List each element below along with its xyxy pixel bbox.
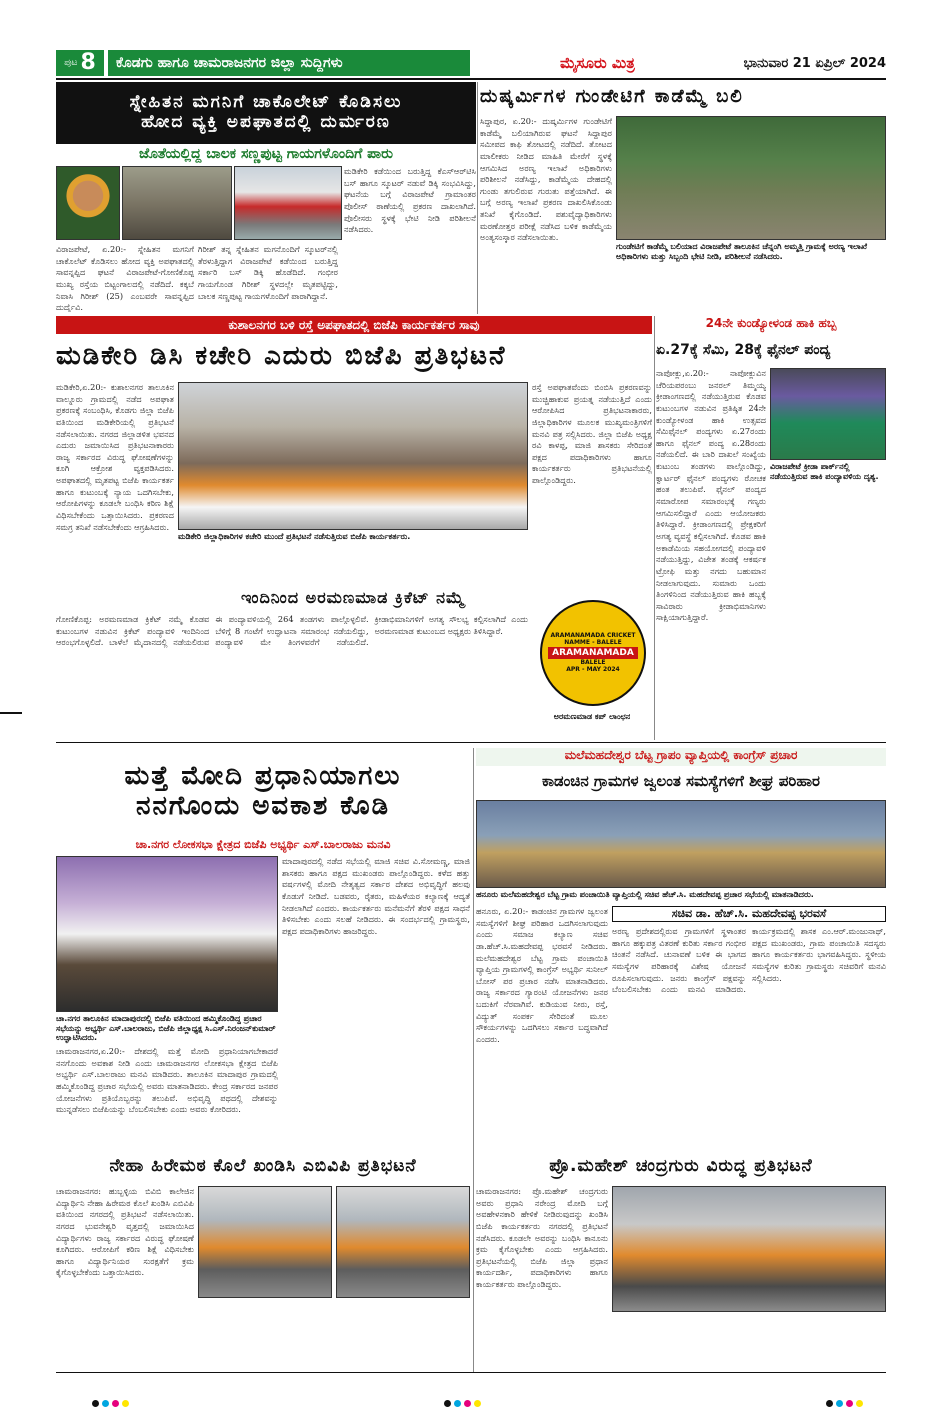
story6-headline xyxy=(56,748,470,836)
story7-headline: ಕಾಡಂಚಿನ ಗ್ರಾಮಗಳ ಜ್ವಲಂತ ಸಮಸ್ಯೆಗಳಿಗೆ ಶೀಘ್ರ ಪರಿಹಾರ xyxy=(542,772,820,791)
story6-body-col2: ಮಾದಾಪುರದಲ್ಲಿ ನಡೆದ ಸಭೆಯಲ್ಲಿ ಮಾಜಿ ಸಚಿವ ವಿ.ಸೋಮಣ್ಣ, ಮಾಜಿ ಶಾಸಕರು ಹಾಗೂ ಪಕ್ಷದ ಮುಖಂಡರು ಪಾಲ್ಗೊಂಡಿದ್ದರು. ಕಳೆದ ಹತ್ತು ವರ್ಷಗಳಲ್ಲಿ ಮೋದಿ ನೇತೃತ್ವದ ಸರ್ಕಾರ ದೇಶದ ಅಭಿವೃದ್ಧಿಗೆ ಹಲವು ಕೊಡುಗೆ ನೀಡಿದೆ. ಬಡವರು, ರೈತರು, ಮಹಿಳೆಯರ ಕಲ್ಯಾಣಕ್ಕೆ ಆದ್ಯತೆ ನೀಡಲಾಗಿದೆ ಎಂದರು. ಕಾರ್ಯಕರ್ತರು ಮನೆಮನೆಗೆ ತೆರಳಿ ಪಕ್ಷದ ಸಾಧನೆ ತಿಳಿಸಬೇಕು ಎಂದು ಸಲಹೆ ನೀಡಿದರು. ಈ ಸಂದರ್ಭದಲ್ಲಿ ಗ್ರಾಮಸ್ಥರು, ಪಕ್ಷದ ಪದಾಧಿಕಾರಿಗಳು ಹಾಜರಿದ್ದರು. xyxy=(282,856,470,936)
masthead-rule xyxy=(56,78,886,80)
bus-photo xyxy=(234,166,342,240)
story1-body-col1: ವಿರಾಜಪೇಟೆ, ಏ.20:- ಸ್ನೇಹಿತನ ಮಗನಿಗೆ ಚಾಕೊಲೆಟ್ ಕೊಡಿಸಲು ಹೋದ ವ್ಯಕ್ತಿ ಅಪಘಾತದಲ್ಲಿ ಸಾವನ್ನಪ್ಪಿದ ಘಟನೆ ವಿರಾಜಪೇಟೆ-ಗೋಣಿಕೊಪ್ಪ ಮುಖ್ಯ ರಸ್ತೆಯ ಬಿಟ್ಟಂಗಾಲದಲ್ಲಿ ನಡೆದಿದೆ. ಕಕ್ಕಬೆ ನಿವಾಸಿ ಗಿರೀಶ್ (25) ಎಂಬವರೇ ಸಾವನ್ನಪ್ಪಿದ ದುರ್ದೈವಿ. xyxy=(56,244,194,312)
column-rule xyxy=(654,316,655,740)
logo-ring-text: ARAMANAMADA CRICKET NAMME - BALELE xyxy=(550,632,636,646)
reg-mark-yellow xyxy=(856,1400,863,1407)
story5-headline: ಇಂದಿನಿಂದ ಅರಮಣಮಾಡ ಕ್ರಿಕೆಟ್ ನಮ್ಮೆ xyxy=(240,587,466,607)
reg-mark-magenta xyxy=(464,1400,471,1407)
story3-body-right: ರಸ್ತೆ ಅಪಘಾತವೆಂದು ಬಿಂಬಿಸಿ ಪ್ರಕರಣವನ್ನು ಮುಚ್ಚಿಹಾಕುವ ಪ್ರಯತ್ನ ನಡೆಯುತ್ತಿದೆ ಎಂದು ಆರೋಪಿಸಿದ ಪ್ರತಿಭಟನಾಕಾರರು, ಜಿಲ್ಲಾಧಿಕಾರಿಗಳ ಮೂಲಕ ಮುಖ್ಯಮಂತ್ರಿಗಳಿಗೆ ಮನವಿ ಪತ್ರ ಸಲ್ಲಿಸಿದರು. ಜಿಲ್ಲಾ ಬಿಜೆಪಿ ಅಧ್ಯಕ್ಷ ರವಿ ಕಾಳಪ್ಪ, ಮಾಜಿ ಶಾಸಕರು ಸೇರಿದಂತೆ ಪಕ್ಷದ ಪದಾಧಿಕಾರಿಗಳು ಹಾಗೂ ಕಾರ್ಯಕರ್ತರು ಪ್ರತಿಭಟನೆಯಲ್ಲಿ ಪಾಲ್ಗೊಂಡಿದ್ದರು. xyxy=(532,382,652,486)
story3-headline: ಮಡಿಕೇರಿ ಡಿಸಿ ಕಚೇರಿ ಎದುರು ಬಿಜೆಪಿ ಪ್ರತಿಭಟನೆ xyxy=(56,341,507,372)
story1-headline-line2: ಹೋದ ವ್ಯಕ್ತಿ ಅಪಘಾತದಲ್ಲಿ ದುರ್ಮರಣ xyxy=(141,112,391,132)
story4-kicker: 24ನೇ ಕುಂಡ್ಯೋಳಂಡ ಹಾಕಿ ಹಬ್ಬ xyxy=(705,316,837,330)
story1-headline xyxy=(56,82,476,144)
story6-subhead: ಚಾ.ನಗರ ಲೋಕಸಭಾ ಕ್ಷೇತ್ರದ ಬಿಜೆಪಿ ಅಭ್ಯರ್ಥಿ ಎಸ್.ಬಾಲರಾಜು ಮನವಿ xyxy=(135,838,391,851)
story1-subhead: ಜೊತೆಯಲ್ಲಿದ್ದ ಬಾಲಕ ಸಣ್ಣಪುಟ್ಟ ಗಾಯಗಳೊಂದಿಗೆ ಪಾರು xyxy=(139,146,393,162)
story6-caption: ಚಾ.ನಗರ ತಾಲೂಕಿನ ಮಾದಾಪುರದಲ್ಲಿ ಬಿಜೆಪಿ ವತಿಯಿಂದ ಹಮ್ಮಿಕೊಂಡಿದ್ದ ಪ್ರಚಾರ ಸಭೆಯನ್ನು ಅಭ್ಯರ್ಥಿ ಎಸ್.ಬಾಲರಾಜು, ಬಿಜೆಪಿ ಜಿಲ್ಲಾಧ್ಯಕ್ಷ ಸಿ.ಎಸ್.ನಿರಂಜನ್‌ಕುಮಾರ್ ಉದ್ಘಾಟಿಸಿದರು. xyxy=(56,1014,276,1043)
paper-date: ಭಾನುವಾರ 21 ಏಪ್ರಿಲ್ 2024 xyxy=(743,55,886,71)
paper-name: ಮೈಸೂರು ಮಿತ್ರ xyxy=(560,54,635,72)
story9-body-tail xyxy=(612,1316,886,1370)
column-rule xyxy=(473,748,474,1372)
story3-caption: ಮಡಿಕೇರಿ ಜಿಲ್ಲಾಧಿಕಾರಿಗಳ ಕಚೇರಿ ಮುಂದೆ ಪ್ರತಿಭಟನೆ ನಡೆಸುತ್ತಿರುವ ಬಿಜೆಪಿ ಕಾರ್ಯಕರ್ತರು. xyxy=(178,532,411,541)
story6-headline-line1: ಮತ್ತೆ ಮೋದಿ ಪ್ರಧಾನಿಯಾಗಲು xyxy=(124,761,402,792)
story2-caption: ಗುಂಡೇಟಿಗೆ ಕಾಡೆಮ್ಮೆ ಬಲಿಯಾದ ವಿರಾಜಪೇಟೆ ತಾಲೂಕಿನ ಚೆನ್ನಂಗಿ ಅಮ್ಮತ್ತಿ ಗ್ರಾಮಕ್ಕೆ ಅರಣ್ಯ ಇಲಾಖೆ ಅಧಿಕಾರಿಗಳು ಮತ್ತು ಸಿಬ್ಬಂದಿ ಭೇಟಿ ನೀಡಿ, ಪರಿಶೀಲನೆ ನಡೆಸಿದರು. xyxy=(616,242,867,261)
story7-box-title: ಸಚಿವ ಡಾ. ಹೆಚ್.ಸಿ. ಮಹದೇವಪ್ಪ ಭರವಸೆ xyxy=(612,906,886,922)
hockey-match-photo xyxy=(770,368,886,460)
story1-body-col2: ಗಿರೀಶ್ ತನ್ನ ಸ್ನೇಹಿತನ ಮಗನೊಂದಿಗೆ ಸ್ಕೂಟರ್‌ನಲ್ಲಿ ತೆರಳುತ್ತಿದ್ದಾಗ ವಿರಾಜಪೇಟೆ ಕಡೆಯಿಂದ ಬರುತ್ತಿದ್ದ ಸರ್ಕಾರಿ ಬಸ್ ಡಿಕ್ಕಿ ಹೊಡೆದಿದೆ. ಗಂಭೀರ ಗಾಯಗೊಂಡ ಗಿರೀಶ್ ಸ್ಥಳದಲ್ಲೇ ಮೃತಪಟ್ಟಿದ್ದು, ಬಾಲಕ ಸಣ್ಣಪುಟ್ಟ ಗಾಯಗಳೊಂದಿಗೆ ಪಾರಾಗಿದ್ದಾನೆ. xyxy=(198,244,338,301)
logo-sub: BALELE xyxy=(580,658,606,666)
story2-body: ಸಿದ್ದಾಪುರ, ಏ.20:- ದುಷ್ಕರ್ಮಿಗಳ ಗುಂಡೇಟಿಗೆ ಕಾಡೆಮ್ಮೆ ಬಲಿಯಾಗಿರುವ ಘಟನೆ ಸಿದ್ದಾಪುರ ಸಮೀಪದ ಕಾಫಿ ತೋಟದಲ್ಲಿ ನಡೆದಿದೆ. ತೋಟದ ಮಾಲೀಕರು ನೀಡಿದ ಮಾಹಿತಿ ಮೇರೆಗೆ ಸ್ಥಳಕ್ಕೆ ಆಗಮಿಸಿದ ಅರಣ್ಯ ಇಲಾಖೆ ಅಧಿಕಾರಿಗಳು ಪರಿಶೀಲನೆ ನಡೆಸಿದ್ದು, ಕಾಡೆಮ್ಮೆಯ ದೇಹದಲ್ಲಿ ಗುಂಡು ತಗುಲಿರುವ ಗುರುತು ಪತ್ತೆಯಾಗಿದೆ. ಈ ಬಗ್ಗೆ ಅರಣ್ಯ ಇಲಾಖೆ ಪ್ರಕರಣ ದಾಖಲಿಸಿಕೊಂಡು ತನಿಖೆ ಕೈಗೊಂಡಿದೆ. ಪಶುವೈದ್ಯಾಧಿಕಾರಿಗಳು ಮರಣೋತ್ತರ ಪರೀಕ್ಷೆ ನಡೆಸಿದ ಬಳಿಕ ಕಾಡೆಮ್ಮೆಯ ಅಂತ್ಯಸಂಸ್ಕಾರ ನಡೆಸಲಾಯಿತು. xyxy=(480,116,612,243)
crop-mark xyxy=(0,712,22,714)
story4-headline: ಏ.27ಕ್ಕೆ ಸೆಮಿ, 28ಕ್ಕೆ ಫೈನಲ್ ಪಂದ್ಯ xyxy=(656,341,831,358)
bjp-protest-photo xyxy=(178,382,528,530)
reg-mark-cyan xyxy=(102,1400,109,1407)
reg-mark-yellow xyxy=(122,1400,129,1407)
reg-mark-cyan xyxy=(836,1400,843,1407)
story5-body: ಗೋಣಿಕೊಪ್ಪ: ಅರಮಣಮಾಡ ಕ್ರಿಕೆಟ್ ನಮ್ಮೆ ಕೊಡವ ಕುಟುಂಬಗಳ ನಡುವಿನ ಕ್ರಿಕೆಟ್ ಪಂದ್ಯಾವಳಿ ಇಂದಿನಿಂದ ಆರಂಭಗೊಳ್ಳಲಿದೆ. ಬಾಳೆಲೆ ಮೈದಾನದಲ್ಲಿ ನಡೆಯಲಿರುವ ಈ ಪಂದ್ಯಾವಳಿಯಲ್ಲಿ 264 ತಂಡಗಳು ಪಾಲ್ಗೊಳ್ಳಲಿವೆ. ಬೆಳಿಗ್ಗೆ 8 ಗಂಟೆಗೆ ಉದ್ಘಾಟನಾ ಸಮಾರಂಭ ನಡೆಯಲಿದ್ದು, ಪಂದ್ಯಾವಳಿ ಮೇ ತಿಂಗಳವರೆಗೆ ನಡೆಯಲಿದೆ. ಕ್ರೀಡಾಭಿಮಾನಿಗಳಿಗೆ ಅಗತ್ಯ ಸೌಲಭ್ಯ ಕಲ್ಪಿಸಲಾಗಿದೆ ಎಂದು ಅರಮಣಮಾಡ ಕುಟುಂಬದ ಅಧ್ಯಕ್ಷರು ತಿಳಿಸಿದ್ದಾರೆ. xyxy=(56,614,528,648)
page-number: 8 xyxy=(80,50,96,75)
story8-body-tail xyxy=(198,1302,470,1370)
story9-body: ಚಾಮರಾಜನಗರ: ಪ್ರೊ.ಮಹೇಶ್ ಚಂದ್ರಗುರು ಅವರು ಪ್ರಧಾನಿ ನರೇಂದ್ರ ಮೋದಿ ಬಗ್ಗೆ ಅವಹೇಳನಕಾರಿ ಹೇಳಿಕೆ ನೀಡಿರುವುದನ್ನು ಖಂಡಿಸಿ ಬಿಜೆಪಿ ಕಾರ್ಯಕರ್ತರು ನಗರದಲ್ಲಿ ಪ್ರತಿಭಟನೆ ನಡೆಸಿದರು. ಕೂಡಲೇ ಅವರನ್ನು ಬಂಧಿಸಿ ಕಾನೂನು ಕ್ರಮ ಕೈಗೊಳ್ಳಬೇಕು ಎಂದು ಆಗ್ರಹಿಸಿದರು. ಪ್ರತಿಭಟನೆಯಲ್ಲಿ ಬಿಜೆಪಿ ಜಿಲ್ಲಾ ಪ್ರಧಾನ ಕಾರ್ಯದರ್ಶಿ, ಪದಾಧಿಕಾರಿಗಳು ಹಾಗೂ ಕಾರ್ಯಕರ್ತರು ಪಾಲ್ಗೊಂಡಿದ್ದರು. xyxy=(476,1186,608,1290)
story8-body: ಚಾಮರಾಜನಗರ: ಹುಬ್ಬಳ್ಳಿಯ ಬಿವಿಬಿ ಕಾಲೇಜಿನ ವಿದ್ಯಾರ್ಥಿನಿ ನೇಹಾ ಹಿರೇಮಠ ಕೊಲೆ ಖಂಡಿಸಿ ಎಬಿವಿಪಿ ವತಿಯಿಂದ ನಗರದಲ್ಲಿ ಪ್ರತಿಭಟನೆ ನಡೆಸಲಾಯಿತು. ನಗರದ ಭುವನೇಶ್ವರಿ ವೃತ್ತದಲ್ಲಿ ಜಮಾಯಿಸಿದ ವಿದ್ಯಾರ್ಥಿಗಳು ರಾಜ್ಯ ಸರ್ಕಾರದ ವಿರುದ್ಧ ಘೋಷಣೆ ಕೂಗಿದರು. ಆರೋಪಿಗೆ ಕಠಿಣ ಶಿಕ್ಷೆ ವಿಧಿಸಬೇಕು ಹಾಗೂ ವಿದ್ಯಾರ್ಥಿನಿಯರ ಸುರಕ್ಷತೆಗೆ ಕ್ರಮ ಕೈಗೊಳ್ಳಬೇಕೆಂದು ಒತ್ತಾಯಿಸಿದರು. xyxy=(56,1186,194,1278)
logo-date: APR - MAY 2024 xyxy=(566,665,620,673)
registration-marks-right xyxy=(826,1400,863,1407)
story2-body-tail xyxy=(616,266,886,312)
story6-body-col1: ಚಾಮರಾಜನಗರ,ಏ.20:- ದೇಶದಲ್ಲಿ ಮತ್ತೆ ಮೋದಿ ಪ್ರಧಾನಿಯಾಗಬೇಕಾದರೆ ನನಗೊಂದು ಅವಕಾಶ ನೀಡಿ ಎಂದು ಚಾಮರಾಜನಗರ ಲೋಕಸಭಾ ಕ್ಷೇತ್ರದ ಬಿಜೆಪಿ ಅಭ್ಯರ್ಥಿ ಎಸ್.ಬಾಲರಾಜು ಮನವಿ ಮಾಡಿದರು. ತಾಲೂಕಿನ ಮಾದಾಪುರ ಗ್ರಾಮದಲ್ಲಿ ಹಮ್ಮಿಕೊಂಡಿದ್ದ ಪ್ರಚಾರ ಸಭೆಯಲ್ಲಿ ಅವರು ಮಾತನಾಡಿದರು. ಕೇಂದ್ರ ಸರ್ಕಾರದ ಜನಪರ ಯೋಜನೆಗಳು ಪ್ರತಿಯೊಬ್ಬರನ್ನು ತಲುಪಿವೆ. ಅಭಿವೃದ್ಧಿ ಪಥದಲ್ಲಿ ದೇಶವನ್ನು ಮುನ್ನಡೆಸಲು ಬಿಜೆಪಿಯನ್ನು ಬೆಂಬಲಿಸಬೇಕು ಎಂದು ಅವರು ಕೋರಿದರು. xyxy=(56,1046,278,1115)
story7-caption: ಹನೂರು ಮಲೆಮಹದೇಶ್ವರ ಬೆಟ್ಟ ಗ್ರಾಮ ಪಂಚಾಯಿತಿ ವ್ಯಾಪ್ತಿಯಲ್ಲಿ ಸಚಿವ ಹೆಚ್.ಸಿ. ಮಹದೇವಪ್ಪ ಪ್ರಚಾರ ಸಭೆಯಲ್ಲಿ ಮಾತನಾಡಿದರು. xyxy=(476,890,814,899)
story8-headline: ನೇಹಾ ಹಿರೇಮಠ ಕೊಲೆ ಖಂಡಿಸಿ ಎಬಿವಿಪಿ ಪ್ರತಿಭಟನೆ xyxy=(109,1156,417,1177)
registration-marks-left xyxy=(92,1400,129,1407)
story3-body-continued xyxy=(178,548,528,582)
story6-headline-line2: ನನಗೊಂದು ಅವಕಾಶ ಕೊಡಿ xyxy=(136,791,390,821)
page-label: ಪುಟ xyxy=(64,58,78,68)
reg-mark-magenta xyxy=(846,1400,853,1407)
story4-caption: ವಿರಾಜಪೇಟೆ ಕ್ರೀಡಾ ಪಾರ್ಕ್‌ನಲ್ಲಿ ನಡೆಯುತ್ತಿರುವ ಹಾಕಿ ಪಂದ್ಯಾವಳಿಯ ದೃಶ್ಯ. xyxy=(770,462,879,481)
reg-mark-black xyxy=(92,1400,99,1407)
story9-headline: ಪ್ರೊ.ಮಹೇಶ್ ಚಂದ್ರಗುರು ವಿರುದ್ಧ ಪ್ರತಿಭಟನೆ xyxy=(549,1156,813,1177)
victim-portrait-photo xyxy=(56,166,120,240)
bjp-protest-chandraguru-photo xyxy=(612,1186,886,1312)
story5-caption: ಅರಮಣಮಾಡ ಕಪ್ ಲಾಂಛನ xyxy=(553,712,631,721)
page-number-badge xyxy=(56,50,104,76)
story4-body: ನಾಪೋಕ್ಲು,ಏ.20:- ನಾಪೋಕ್ಲುವಿನ ಚೆರಿಯಪರಂಬು ಜನರಲ್ ತಿಮ್ಮಯ್ಯ ಕ್ರೀಡಾಂಗಣದಲ್ಲಿ ನಡೆಯುತ್ತಿರುವ ಕೊಡವ ಕುಟುಂಬಗಳ ನಡುವಿನ ಪ್ರತಿಷ್ಠಿತ 24ನೇ ಕುಂಡ್ಯೋಳಂಡ ಹಾಕಿ ಉತ್ಸವದ ಸೆಮಿಫೈನಲ್ ಪಂದ್ಯಗಳು ಏ.27ರಂದು ಹಾಗೂ ಫೈನಲ್ ಪಂದ್ಯ ಏ.28ರಂದು ನಡೆಯಲಿದೆ. ಈ ಬಾರಿ ದಾಖಲೆ ಸಂಖ್ಯೆಯ ಕುಟುಂಬ ತಂಡಗಳು ಪಾಲ್ಗೊಂಡಿದ್ದು, ಕ್ವಾರ್ಟರ್ ಫೈನಲ್ ಪಂದ್ಯಗಳು ರೋಚಕ ಹಂತ ತಲುಪಿವೆ. ಫೈನಲ್ ಪಂದ್ಯದ ಸಮಾರೋಪ ಸಮಾರಂಭಕ್ಕೆ ಗಣ್ಯರು ಆಗಮಿಸಲಿದ್ದಾರೆ ಎಂದು ಆಯೋಜಕರು ತಿಳಿಸಿದ್ದಾರೆ. ಕ್ರೀಡಾಂಗಣದಲ್ಲಿ ಪ್ರೇಕ್ಷಕರಿಗೆ ಅಗತ್ಯ ವ್ಯವಸ್ಥೆ ಕಲ್ಪಿಸಲಾಗಿದೆ. ಕೊಡವ ಹಾಕಿ ಅಕಾಡೆಮಿಯ ಸಹಯೋಗದಲ್ಲಿ ಪಂದ್ಯಾವಳಿ ನಡೆಯುತ್ತಿದ್ದು, ವಿಜೇತ ತಂಡಕ್ಕೆ ಆಕರ್ಷಕ ಟ್ರೋಫಿ ಮತ್ತು ನಗದು ಬಹುಮಾನ ನೀಡಲಾಗುವುದು. ಸುಮಾರು ಒಂದು ತಿಂಗಳಿನಿಂದ ನಡೆಯುತ್ತಿರುವ ಹಾಕಿ ಹಬ್ಬಕ್ಕೆ ಸಾವಿರಾರು ಕ್ರೀಡಾಭಿಮಾನಿಗಳು ಸಾಕ್ಷಿಯಾಗುತ್ತಿದ್ದಾರೆ. xyxy=(656,368,766,623)
story4-body-tail xyxy=(770,488,886,738)
damaged-scooter-photo xyxy=(122,166,232,240)
aramanamada-cup-logo xyxy=(540,600,646,706)
section-divider xyxy=(56,742,886,743)
mahadevappa-campaign-photo xyxy=(476,800,886,888)
abvp-protest-photo-2 xyxy=(336,1186,470,1298)
story7-kicker: ಮಲೆಮಹದೇಶ್ವರ ಬೆಟ್ಟ ಗ್ರಾಪಂ ವ್ಯಾಪ್ತಿಯಲ್ಲಿ ಕಾಂಗ್ರೆಸ್ ಪ್ರಚಾರ xyxy=(476,748,886,766)
story3-body-left: ಮಡಿಕೇರಿ,ಏ.20:- ಕುಶಾಲನಗರ ತಾಲೂಕಿನ ವಾಲ್ನೂರು ಗ್ರಾಮದಲ್ಲಿ ನಡೆದ ಅಪಘಾತ ಪ್ರಕರಣಕ್ಕೆ ಸಂಬಂಧಿಸಿ, ಕೊಡಗು ಜಿಲ್ಲಾ ಬಿಜೆಪಿ ವತಿಯಿಂದ ಮಡಿಕೇರಿಯಲ್ಲಿ ಪ್ರತಿಭಟನೆ ನಡೆಸಲಾಯಿತು. ನಗರದ ಜಿಲ್ಲಾಡಳಿತ ಭವನದ ಎದುರು ಜಮಾಯಿಸಿದ ಪ್ರತಿಭಟನಾಕಾರರು ರಾಜ್ಯ ಸರ್ಕಾರದ ವಿರುದ್ಧ ಘೋಷಣೆಗಳನ್ನು ಕೂಗಿ ಆಕ್ರೋಶ ವ್ಯಕ್ತಪಡಿಸಿದರು. ಅಪಘಾತದಲ್ಲಿ ಮೃತಪಟ್ಟ ಬಿಜೆಪಿ ಕಾರ್ಯಕರ್ತ ಹಾಗೂ ಕುಟುಂಬಕ್ಕೆ ನ್ಯಾಯ ಒದಗಿಸಬೇಕು, ಆರೋಪಿಗಳನ್ನು ಕೂಡಲೇ ಬಂಧಿಸಿ ಕಠಿಣ ಶಿಕ್ಷೆ ವಿಧಿಸಬೇಕೆಂದು ಒತ್ತಾಯಿಸಿದರು. ಪ್ರಕರಣದ ಸಮಗ್ರ ತನಿಖೆ ನಡೆಸಬೇಕೆಂದು ಆಗ್ರಹಿಸಿದರು. xyxy=(56,382,174,532)
story2-headline: ದುಷ್ಕರ್ಮಿಗಳ ಗುಂಡೇಟಿಗೆ ಕಾಡೆಮ್ಮೆ ಬಲಿ xyxy=(480,85,744,107)
story1-headline-line1: ಸ್ನೇಹಿತನ ಮಗನಿಗೆ ಚಾಕೊಲೇಟ್ ಕೊಡಿಸಲು xyxy=(129,92,403,113)
bison-carcass-photo xyxy=(616,116,886,240)
registration-marks-center xyxy=(444,1400,481,1407)
balaraju-campaign-photo xyxy=(56,856,278,1012)
logo-banner: ARAMANAMADA xyxy=(548,647,638,659)
abvp-protest-photo-1 xyxy=(198,1186,332,1298)
reg-mark-cyan xyxy=(454,1400,461,1407)
section-title: ಕೊಡಗು ಹಾಗೂ ಚಾಮರಾಜನಗರ ಜಿಲ್ಲಾ ಸುದ್ದಿಗಳು xyxy=(108,50,470,76)
story7-body-col1: ಹನೂರು, ಏ.20:- ಕಾಡಂಚಿನ ಗ್ರಾಮಗಳ ಜ್ವಲಂತ ಸಮಸ್ಯೆಗಳಿಗೆ ಶೀಘ್ರ ಪರಿಹಾರ ಒದಗಿಸಲಾಗುವುದು ಎಂದು ಸಮಾಜ ಕಲ್ಯಾಣ ಸಚಿವ ಡಾ.ಹೆಚ್.ಸಿ.ಮಹದೇವಪ್ಪ ಭರವಸೆ ನೀಡಿದರು. ಮಲೆಮಹದೇಶ್ವರ ಬೆಟ್ಟ ಗ್ರಾಮ ಪಂಚಾಯಿತಿ ವ್ಯಾಪ್ತಿಯ ಗ್ರಾಮಗಳಲ್ಲಿ ಕಾಂಗ್ರೆಸ್ ಅಭ್ಯರ್ಥಿ ಸುನೀಲ್ ಬೋಸ್ ಪರ ಪ್ರಚಾರ ನಡೆಸಿ ಮಾತನಾಡಿದರು. ರಾಜ್ಯ ಸರ್ಕಾರದ ಗ್ಯಾರಂಟಿ ಯೋಜನೆಗಳು ಜನರ ಬದುಕಿಗೆ ನೆರವಾಗಿವೆ. ಕುಡಿಯುವ ನೀರು, ರಸ್ತೆ, ವಿದ್ಯುತ್ ಸಂಪರ್ಕ ಸೇರಿದಂತೆ ಮೂಲ ಸೌಕರ್ಯಗಳನ್ನು ಒದಗಿಸಲು ಸರ್ಕಾರ ಬದ್ಧವಾಗಿದೆ ಎಂದರು. xyxy=(476,906,608,1045)
reg-mark-yellow xyxy=(474,1400,481,1407)
reg-mark-magenta xyxy=(112,1400,119,1407)
footer-rule xyxy=(56,1372,886,1373)
story3-kicker-band: ಕುಶಾಲನಗರ ಬಳಿ ರಸ್ತೆ ಅಪಘಾತದಲ್ಲಿ ಬಿಜೆಪಿ ಕಾರ್ಯಕರ್ತರ ಸಾವು xyxy=(56,316,652,334)
reg-mark-black xyxy=(444,1400,451,1407)
reg-mark-black xyxy=(826,1400,833,1407)
column-rule xyxy=(477,82,478,314)
story1-body-col3: ಮಡಿಕೇರಿ ಕಡೆಯಿಂದ ಬರುತ್ತಿದ್ದ ಕೆಎಸ್‌ಆರ್‌ಟಿಸಿ ಬಸ್ ಹಾಗೂ ಸ್ಕೂಟರ್ ನಡುವೆ ಡಿಕ್ಕಿ ಸಂಭವಿಸಿದ್ದು, ಘಟನೆಯ ಬಗ್ಗೆ ವಿರಾಜಪೇಟೆ ಗ್ರಾಮಾಂತರ ಪೊಲೀಸ್ ಠಾಣೆಯಲ್ಲಿ ಪ್ರಕರಣ ದಾಖಲಾಗಿದೆ. ಪೊಲೀಸರು ಸ್ಥಳಕ್ಕೆ ಭೇಟಿ ನೀಡಿ ಪರಿಶೀಲನೆ ನಡೆಸಿದರು. xyxy=(344,166,476,235)
story7-body-col2: ಅರಣ್ಯ ಪ್ರದೇಶದಲ್ಲಿರುವ ಗ್ರಾಮಗಳಿಗೆ ಸ್ಥಳಾಂತರ ಹಾಗೂ ಹಕ್ಕುಪತ್ರ ವಿತರಣೆ ಕುರಿತು ಸರ್ಕಾರ ಗಂಭೀರ ಚಿಂತನೆ ನಡೆಸಿದೆ. ಚುನಾವಣೆ ಬಳಿಕ ಈ ಭಾಗದ ಸಮಸ್ಯೆಗಳ ಪರಿಹಾರಕ್ಕೆ ವಿಶೇಷ ಯೋಜನೆ ರೂಪಿಸಲಾಗುವುದು. ಜನರು ಕಾಂಗ್ರೆಸ್ ಪಕ್ಷವನ್ನು ಬೆಂಬಲಿಸಬೇಕು ಎಂದು ಮನವಿ ಮಾಡಿದರು. ಕಾರ್ಯಕ್ರಮದಲ್ಲಿ ಶಾಸಕ ಎಂ.ಆರ್.ಮಂಜುನಾಥ್, ಪಕ್ಷದ ಮುಖಂಡರು, ಗ್ರಾಮ ಪಂಚಾಯಿತಿ ಸದಸ್ಯರು ಹಾಗೂ ಕಾರ್ಯಕರ್ತರು ಭಾಗವಹಿಸಿದ್ದರು. ಸ್ಥಳೀಯ ಸಮಸ್ಯೆಗಳ ಕುರಿತು ಗ್ರಾಮಸ್ಥರು ಸಚಿವರಿಗೆ ಮನವಿ ಸಲ್ಲಿಸಿದರು. xyxy=(612,926,886,995)
